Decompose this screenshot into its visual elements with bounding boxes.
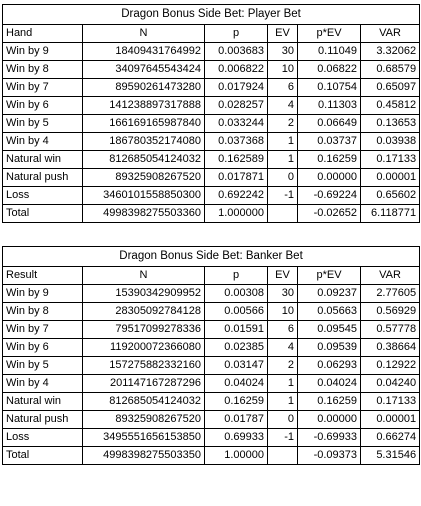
cell-var: 6.118771 bbox=[361, 205, 420, 223]
cell-ev: 4 bbox=[268, 97, 298, 115]
cell-label: Natural push bbox=[3, 169, 83, 187]
cell-p: 0.003683 bbox=[205, 43, 268, 61]
cell-ev: -1 bbox=[268, 187, 298, 205]
table-row bbox=[3, 339, 420, 357]
table-row bbox=[3, 205, 420, 223]
cell-p: 0.01591 bbox=[205, 321, 268, 339]
table-row bbox=[3, 357, 420, 375]
cell-label: Win by 8 bbox=[3, 303, 83, 321]
cell-ev: 0 bbox=[268, 411, 298, 429]
cell-ev: 2 bbox=[268, 357, 298, 375]
cell-label: Win by 5 bbox=[3, 115, 83, 133]
cell-p-ev: 0.09237 bbox=[298, 285, 361, 303]
table-row bbox=[3, 97, 420, 115]
table-row bbox=[3, 169, 420, 187]
cell-n: 89590261473280 bbox=[83, 79, 205, 97]
cell-p-ev: 0.05663 bbox=[298, 303, 361, 321]
cell-p-ev: 0.16259 bbox=[298, 151, 361, 169]
cell-p-ev: 0.04024 bbox=[298, 375, 361, 393]
cell-label: Natural win bbox=[3, 393, 83, 411]
cell-label: Win by 4 bbox=[3, 133, 83, 151]
cell-p: 0.028257 bbox=[205, 97, 268, 115]
table-row bbox=[3, 61, 420, 79]
table-title-row bbox=[3, 5, 420, 25]
cell-n: 79517099278336 bbox=[83, 321, 205, 339]
cell-n: 89325908267520 bbox=[83, 411, 205, 429]
cell-p-ev: 0.00000 bbox=[298, 169, 361, 187]
cell-p-ev: -0.69224 bbox=[298, 187, 361, 205]
cell-p-ev: 0.11049 bbox=[298, 43, 361, 61]
cell-label: Total bbox=[3, 447, 83, 465]
cell-var: 5.31546 bbox=[361, 447, 420, 465]
header-cell-p-ev: p*EV bbox=[298, 25, 361, 43]
cell-ev bbox=[268, 205, 298, 223]
cell-label: Loss bbox=[3, 429, 83, 447]
cell-ev bbox=[268, 447, 298, 465]
cell-n: 812685054124032 bbox=[83, 393, 205, 411]
header-cell-p: p bbox=[205, 267, 268, 285]
header-row bbox=[3, 25, 420, 43]
cell-label: Win by 4 bbox=[3, 375, 83, 393]
cell-p: 1.000000 bbox=[205, 205, 268, 223]
cell-p: 0.02385 bbox=[205, 339, 268, 357]
cell-ev: 10 bbox=[268, 61, 298, 79]
cell-ev: 6 bbox=[268, 321, 298, 339]
cell-n: 157275882332160 bbox=[83, 357, 205, 375]
cell-var: 0.38664 bbox=[361, 339, 420, 357]
cell-p-ev: -0.02652 bbox=[298, 205, 361, 223]
cell-var: 0.17133 bbox=[361, 393, 420, 411]
cell-ev: 2 bbox=[268, 115, 298, 133]
cell-label: Win by 8 bbox=[3, 61, 83, 79]
cell-p-ev: 0.09545 bbox=[298, 321, 361, 339]
cell-ev: -1 bbox=[268, 429, 298, 447]
cell-var: 0.57778 bbox=[361, 321, 420, 339]
cell-p-ev: -0.09373 bbox=[298, 447, 361, 465]
cell-p: 0.037368 bbox=[205, 133, 268, 151]
cell-ev: 30 bbox=[268, 43, 298, 61]
cell-p: 0.692242 bbox=[205, 187, 268, 205]
cell-label: Win by 9 bbox=[3, 43, 83, 61]
cell-p-ev: 0.03737 bbox=[298, 133, 361, 151]
cell-n: 4998398275503360 bbox=[83, 205, 205, 223]
table-title: Dragon Bonus Side Bet: Banker Bet bbox=[3, 247, 420, 267]
cell-var: 0.56929 bbox=[361, 303, 420, 321]
cell-p: 0.69933 bbox=[205, 429, 268, 447]
cell-label: Natural win bbox=[3, 151, 83, 169]
cell-label: Loss bbox=[3, 187, 83, 205]
cell-label: Total bbox=[3, 205, 83, 223]
cell-p: 0.162589 bbox=[205, 151, 268, 169]
cell-p-ev: 0.06649 bbox=[298, 115, 361, 133]
table-row bbox=[3, 187, 420, 205]
cell-n: 141238897317888 bbox=[83, 97, 205, 115]
cell-n: 166169165987840 bbox=[83, 115, 205, 133]
cell-n: 4998398275503350 bbox=[83, 447, 205, 465]
cell-ev: 0 bbox=[268, 169, 298, 187]
cell-var: 0.03938 bbox=[361, 133, 420, 151]
player-bet-table bbox=[2, 4, 420, 223]
table-row bbox=[3, 447, 420, 465]
cell-var: 0.12922 bbox=[361, 357, 420, 375]
cell-ev: 30 bbox=[268, 285, 298, 303]
cell-n: 119200072366080 bbox=[83, 339, 205, 357]
header-row bbox=[3, 267, 420, 285]
cell-n: 28305092784128 bbox=[83, 303, 205, 321]
table-row bbox=[3, 321, 420, 339]
table-row bbox=[3, 133, 420, 151]
cell-p: 0.00308 bbox=[205, 285, 268, 303]
cell-ev: 1 bbox=[268, 375, 298, 393]
cell-p-ev: 0.00000 bbox=[298, 411, 361, 429]
cell-label: Win by 6 bbox=[3, 97, 83, 115]
cell-n: 3495551656153850 bbox=[83, 429, 205, 447]
cell-var: 3.32062 bbox=[361, 43, 420, 61]
cell-ev: 10 bbox=[268, 303, 298, 321]
cell-var: 0.00001 bbox=[361, 169, 420, 187]
cell-var: 0.65097 bbox=[361, 79, 420, 97]
cell-p-ev: 0.06293 bbox=[298, 357, 361, 375]
cell-label: Win by 7 bbox=[3, 321, 83, 339]
header-cell-var: VAR bbox=[361, 267, 420, 285]
table-gap bbox=[2, 223, 419, 246]
cell-p: 1.00000 bbox=[205, 447, 268, 465]
table-row bbox=[3, 411, 420, 429]
cell-n: 186780352174080 bbox=[83, 133, 205, 151]
cell-label: Win by 5 bbox=[3, 357, 83, 375]
header-cell-ev: EV bbox=[268, 25, 298, 43]
cell-n: 3460101558850300 bbox=[83, 187, 205, 205]
cell-p: 0.01787 bbox=[205, 411, 268, 429]
table-row bbox=[3, 285, 420, 303]
cell-ev: 1 bbox=[268, 133, 298, 151]
cell-var: 0.00001 bbox=[361, 411, 420, 429]
cell-n: 18409431764992 bbox=[83, 43, 205, 61]
header-cell-p-ev: p*EV bbox=[298, 267, 361, 285]
cell-n: 201147167287296 bbox=[83, 375, 205, 393]
header-cell-var: VAR bbox=[361, 25, 420, 43]
table-row bbox=[3, 79, 420, 97]
table-row bbox=[3, 429, 420, 447]
cell-p-ev: 0.11303 bbox=[298, 97, 361, 115]
cell-p: 0.017871 bbox=[205, 169, 268, 187]
cell-var: 0.65602 bbox=[361, 187, 420, 205]
cell-var: 0.04240 bbox=[361, 375, 420, 393]
header-cell-ev: EV bbox=[268, 267, 298, 285]
cell-n: 812685054124032 bbox=[83, 151, 205, 169]
spreadsheet bbox=[2, 4, 419, 465]
table-row bbox=[3, 151, 420, 169]
table-row bbox=[3, 115, 420, 133]
cell-n: 15390342909952 bbox=[83, 285, 205, 303]
header-cell-result: Result bbox=[3, 267, 83, 285]
cell-label: Win by 6 bbox=[3, 339, 83, 357]
cell-p: 0.017924 bbox=[205, 79, 268, 97]
cell-p: 0.00566 bbox=[205, 303, 268, 321]
cell-p-ev: 0.10754 bbox=[298, 79, 361, 97]
cell-p: 0.03147 bbox=[205, 357, 268, 375]
cell-var: 0.13653 bbox=[361, 115, 420, 133]
cell-var: 0.68579 bbox=[361, 61, 420, 79]
cell-label: Win by 9 bbox=[3, 285, 83, 303]
cell-p-ev: 0.09539 bbox=[298, 339, 361, 357]
table-row bbox=[3, 393, 420, 411]
cell-n: 34097645543424 bbox=[83, 61, 205, 79]
cell-label: Natural push bbox=[3, 411, 83, 429]
cell-var: 0.17133 bbox=[361, 151, 420, 169]
cell-p-ev: 0.16259 bbox=[298, 393, 361, 411]
cell-ev: 4 bbox=[268, 339, 298, 357]
cell-p-ev: -0.69933 bbox=[298, 429, 361, 447]
table-row bbox=[3, 375, 420, 393]
cell-var: 0.66274 bbox=[361, 429, 420, 447]
cell-var: 2.77605 bbox=[361, 285, 420, 303]
table-title-row bbox=[3, 247, 420, 267]
header-cell-hand: Hand bbox=[3, 25, 83, 43]
cell-n: 89325908267520 bbox=[83, 169, 205, 187]
header-cell-p: p bbox=[205, 25, 268, 43]
table-row bbox=[3, 43, 420, 61]
cell-p: 0.04024 bbox=[205, 375, 268, 393]
cell-var: 0.45812 bbox=[361, 97, 420, 115]
cell-p: 0.006822 bbox=[205, 61, 268, 79]
cell-ev: 1 bbox=[268, 151, 298, 169]
cell-ev: 1 bbox=[268, 393, 298, 411]
header-cell-n: N bbox=[83, 267, 205, 285]
cell-label: Win by 7 bbox=[3, 79, 83, 97]
cell-p: 0.033244 bbox=[205, 115, 268, 133]
header-cell-n: N bbox=[83, 25, 205, 43]
table-row bbox=[3, 303, 420, 321]
cell-ev: 6 bbox=[268, 79, 298, 97]
banker-bet-table bbox=[2, 246, 420, 465]
cell-p-ev: 0.06822 bbox=[298, 61, 361, 79]
table-title: Dragon Bonus Side Bet: Player Bet bbox=[3, 5, 420, 25]
cell-p: 0.16259 bbox=[205, 393, 268, 411]
